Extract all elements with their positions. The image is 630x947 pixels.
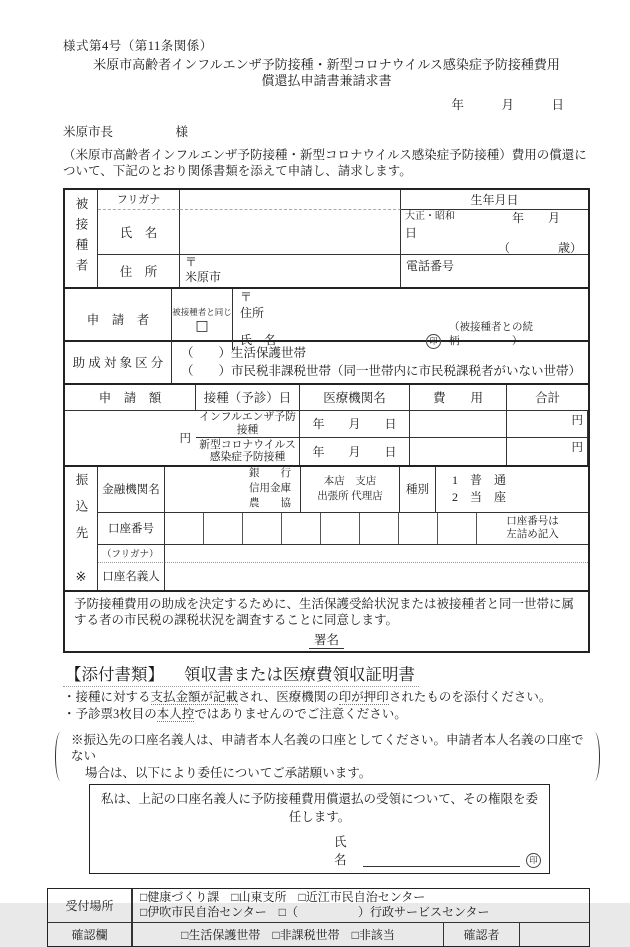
office-use-table <box>47 888 590 947</box>
row-influenza-clinic <box>410 411 507 438</box>
furigana-label: フリガナ <box>98 190 180 210</box>
account-number-note-line2: 左詰め記入 <box>506 529 559 541</box>
branch-field <box>301 467 400 512</box>
name-label: 氏 名 <box>98 210 180 255</box>
account-digit-box <box>360 513 399 544</box>
delegation-note-line2: 場合は、以下により委任についてご承諾願います。 <box>85 765 372 780</box>
account-digit-box <box>204 513 243 544</box>
transfer-section <box>65 465 588 590</box>
amount-col-cost: 費 用 <box>410 385 507 411</box>
bullet1-mid: され、医療機関の <box>238 689 339 704</box>
bank-name-field <box>165 467 301 512</box>
confirmation-options: □生活保護世帯 □非課税世帯 □非該当 <box>133 923 444 946</box>
phone-label: 電話番号 <box>406 258 455 273</box>
bank-type-bank: 銀 行 <box>249 468 291 480</box>
postal-mark: 〒 <box>185 254 198 269</box>
subsidy-option-welfare: （ ）生活保護世帯 <box>181 346 307 361</box>
transfer-note-mark: ※ <box>75 568 87 584</box>
branch-types-line2: 出張所 代理店 <box>317 491 383 503</box>
bank-name-row <box>165 467 588 513</box>
account-number-row <box>165 513 588 545</box>
consent-section <box>65 590 588 651</box>
addressee-line: 米原市長 様 <box>63 125 189 140</box>
seal-mark-icon: 印 <box>426 334 441 349</box>
attachments-bullet-2 <box>63 706 590 724</box>
delegation-statement: 私は、上記の口座名義人に予防接種費用償還払の受領について、その権限を委任します。 <box>100 791 538 824</box>
checker-field <box>520 923 589 946</box>
account-digit-box <box>243 513 282 544</box>
amount-col-date: 接種（予診）日 <box>196 385 300 411</box>
form-title-line2: 償還払申請書兼請求書 <box>261 72 392 88</box>
address-label: 住 所 <box>98 255 180 287</box>
attachments-section <box>63 661 590 725</box>
amount-col-label: 申 請 額 <box>65 385 196 411</box>
bank-name-label: 金融機関名 <box>98 467 165 513</box>
signature-label: 署名 <box>309 633 344 649</box>
total-cell-unit: 円 <box>179 432 191 445</box>
era-year-month: 年 月 <box>511 210 560 225</box>
bullet1-pre: ・接種に対する <box>63 689 151 704</box>
account-digit-box <box>399 513 438 544</box>
confirmation-row <box>48 922 589 946</box>
same-as-recipient-checkbox: □ <box>195 317 209 334</box>
applicant-name-label: 氏 名 <box>240 333 277 348</box>
bullet2-em: 本人控 <box>156 707 195 722</box>
account-number-label: 口座番号 <box>98 513 165 545</box>
address-field <box>180 255 401 287</box>
consent-text: 予防接種費用の助成を決定するために、生活保護受給状況または被接種者と同一世帯に属する者の市民税の課税状況を調査することに同意します。 <box>74 596 575 628</box>
main-form-table <box>63 188 590 653</box>
row-covid-date: 年 月 日 <box>300 438 410 465</box>
attachments-bullets <box>63 689 590 725</box>
account-digit-box <box>282 513 321 544</box>
applicant-label: 申 請 者 <box>65 289 172 350</box>
amount-col-clinic: 医療機関名 <box>300 385 410 411</box>
bullet2-pre: ・予診票3枚目の <box>63 707 157 722</box>
row-influenza-label: インフルエンザ予防接種 <box>196 411 300 438</box>
attachments-heading <box>63 661 590 687</box>
form-title-line1: 米原市高齢者インフルエンザ予防接種・新型コロナウイルス感染症予防接種費用 <box>93 57 560 72</box>
delegation-note <box>55 731 600 782</box>
attachments-heading-bracket: 【添付書類】 <box>65 664 164 684</box>
name-field <box>180 210 401 255</box>
holder-furigana-field <box>165 545 588 563</box>
era-day: 日 <box>405 225 418 240</box>
delegation-name-field <box>363 866 520 867</box>
right-paren-icon <box>589 732 600 781</box>
delegation-section <box>63 731 590 874</box>
birthdate-field <box>401 210 588 255</box>
account-type-ordinary: 1 普 通 <box>452 472 507 487</box>
attachments-bullet-1 <box>63 689 590 707</box>
form-number: 様式第4号（第11条関係） <box>63 39 213 53</box>
account-type-options <box>436 467 588 512</box>
left-paren-icon <box>55 732 66 781</box>
account-digit-box <box>438 513 477 544</box>
reception-options-line1: □健康づくり課 □山東支所 □近江市民自治センター <box>140 889 426 904</box>
holder-name-label: 口座名義人 <box>98 563 165 590</box>
delegation-name-row <box>98 832 541 868</box>
row-covid-label-line2: 感染症予防接種 <box>209 451 286 464</box>
amount-col-total: 合計 <box>507 385 588 411</box>
holder-name-field <box>165 563 588 590</box>
reception-row <box>48 889 589 922</box>
bullet1-em1: 支払金額が記載 <box>150 689 239 704</box>
transfer-group-label <box>65 467 98 590</box>
account-type-current: 2 当 座 <box>452 490 507 505</box>
subsidy-option-tax-exempt: （ ）市民税非課税世帯（同一世帯内に市民税課税者がいない世帯） <box>181 364 582 379</box>
subsidy-label: 助 成 対 象 区 分 <box>65 342 172 383</box>
row-influenza-cost-unit: 円 <box>507 411 588 438</box>
bullet1-post: されたものを添付ください。 <box>388 689 552 704</box>
checker-label: 確認者 <box>444 923 520 946</box>
account-number-note <box>477 513 588 544</box>
account-number-note-line1: 口座番号は <box>506 515 559 527</box>
holder-furigana-label: （フリガナ） <box>98 545 165 563</box>
reception-options-line2: □伊吹市民自治センター □（ ）行政サービスセンター <box>140 905 490 920</box>
attachments-heading-title: 領収書または医療費領収証明書 <box>184 664 415 684</box>
bullet1-em2: 印が押印 <box>338 689 389 704</box>
transfer-group-label-text: 振込先 <box>74 472 88 553</box>
applicant-section <box>65 287 588 348</box>
applicant-postal-mark: 〒 <box>240 289 253 304</box>
delegation-name-label: 氏名 <box>334 834 347 867</box>
bank-type-shinkin: 信用金庫 <box>249 482 291 494</box>
account-type-label: 種別 <box>400 467 436 512</box>
branch-types-line1: 本店 支店 <box>323 475 377 487</box>
birthdate-label: 生年月日 <box>401 190 588 210</box>
intro-paragraph: （米原市高齢者インフルエンザ予防接種・新型コロナウイルス感染症予防接種）費用の償還について、下記のとおり関係書類を添えて申請し、請求します。 <box>63 148 587 179</box>
recipient-group-label <box>65 190 98 287</box>
account-digit-box <box>165 513 204 544</box>
delegation-note-line1: ※振込先の口座名義人は、申請者本人名義の口座としてください。申請者本人名義の口座でない <box>71 733 584 764</box>
subsidy-options <box>172 342 588 383</box>
bullet2-post: ではありませんのでご注意ください。 <box>194 707 407 722</box>
city-prefill: 米原市 <box>185 269 222 284</box>
row-influenza-date: 年 月 日 <box>300 411 410 438</box>
form-title <box>63 57 590 88</box>
confirmation-label: 確認欄 <box>48 923 133 946</box>
signature-row <box>74 630 579 648</box>
recipient-section <box>65 190 588 287</box>
account-digit-box <box>321 513 360 544</box>
delegation-seal-icon: 印 <box>526 853 541 868</box>
delegation-box <box>89 784 550 874</box>
reception-options <box>133 889 589 922</box>
furigana-field <box>180 190 401 210</box>
era-label: 大正・昭和 <box>405 210 455 222</box>
same-as-recipient-label: 被接種者と同じ <box>172 306 232 317</box>
row-covid-label <box>196 438 300 465</box>
recipient-group-label-text: 被接種者 <box>74 197 88 280</box>
subsidy-section <box>65 340 588 383</box>
age-placeholder: （ 歳） <box>497 240 582 255</box>
row-covid-clinic <box>410 438 507 465</box>
row-covid-label-line1: 新型コロナウイルス <box>199 438 296 451</box>
relation-label: （被接種者との続柄 ） <box>449 322 533 348</box>
reception-label: 受付場所 <box>48 889 133 922</box>
bank-type-nokyo: 農 協 <box>249 497 291 509</box>
amount-section <box>65 383 588 465</box>
row-covid-cost-unit: 円 <box>507 438 588 465</box>
applicant-address-label: 住所 <box>240 305 265 320</box>
date-line: 年 月 日 <box>451 98 564 113</box>
